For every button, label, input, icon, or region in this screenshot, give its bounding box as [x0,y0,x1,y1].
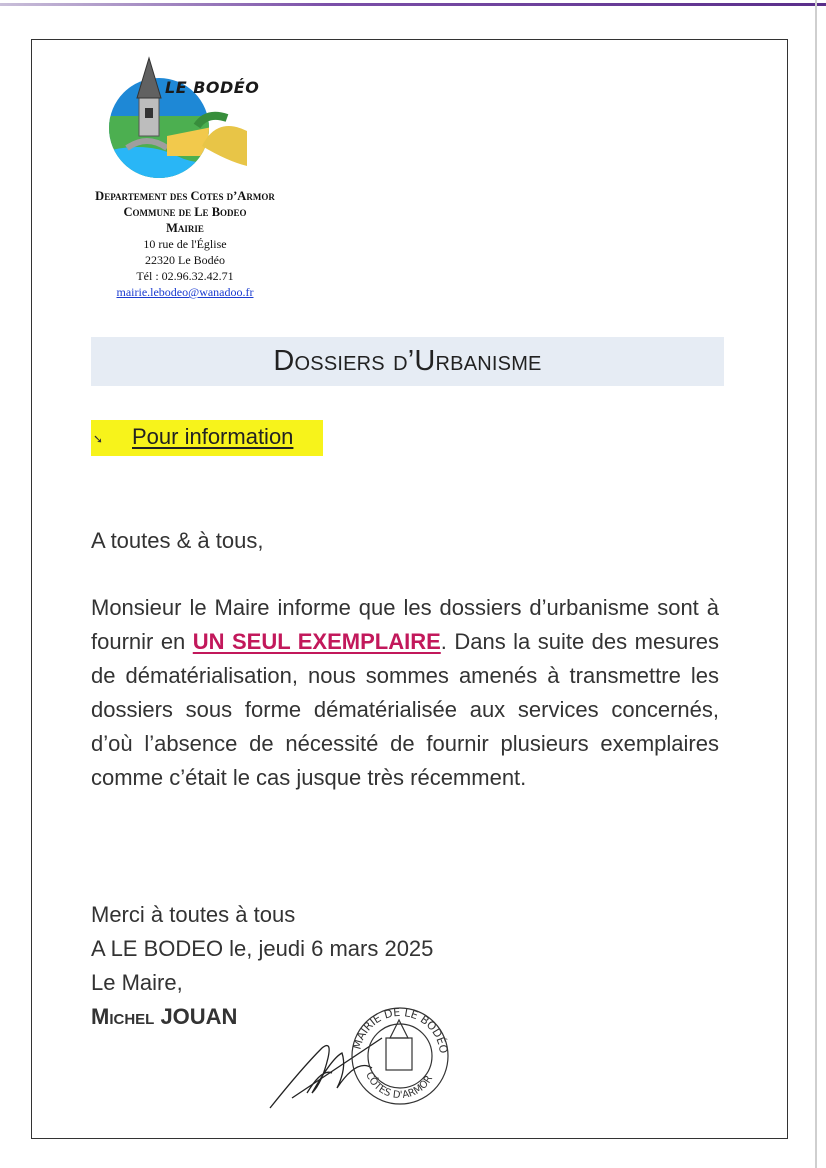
stamp-top-text: MAIRIE DE LE BODÉO [350,1005,451,1055]
body-part-2: . Dans la suite des mesures de dématérialisation, nous sommes amenés à transmettre les dossiers sous forme dématérialisée aux services concernés, d’où l’absence de nécessité de fournir plusieurs exemplaires comme c’était le cas jusque très récemment. [91,629,719,790]
body-part-1: Monsieur le Maire informe que les dossiers d’urbanisme sont à fournir en [91,595,719,654]
stamp-bottom-text: CÔTES D'ARMOR [363,1070,436,1102]
role-line: Le Maire, [91,970,183,995]
mayor-name: Michel JOUAN [91,1004,238,1029]
logo-title: LE BODÉO [165,78,260,97]
mairie-line: Mairie [166,221,204,235]
village-logo [107,56,247,182]
single-copy-emphasis: UN SEUL EXEMPLAIRE [192,629,441,654]
place-date-line: A LE BODEO le, jeudi 6 mars 2025 [91,936,434,961]
phone-number: Tél : 02.96.32.42.71 [136,269,234,283]
scan-edge [815,0,817,1168]
info-label: Pour information [132,424,294,449]
top-color-line [0,3,826,6]
signature-icon [270,1038,382,1108]
greeting: A toutes & à tous, [91,528,264,553]
address-city: 22320 Le Bodéo [145,253,225,267]
commune-line: Commune de Le Bodeo [123,205,247,219]
address-street: 10 rue de l'Église [143,237,227,251]
thanks-line: Merci à toutes à tous [91,902,296,927]
mairie-header [60,188,310,300]
body-paragraph [91,591,719,795]
email-link[interactable]: mairie.lebodeo@wanadoo.fr [116,285,254,299]
signature-and-stamp [262,998,462,1116]
arrow-down-icon: ➘ [93,432,104,446]
page-title: Dossiers d’Urbanisme [273,345,542,377]
department-line: Departement des Cotes d’Armor [95,189,275,203]
